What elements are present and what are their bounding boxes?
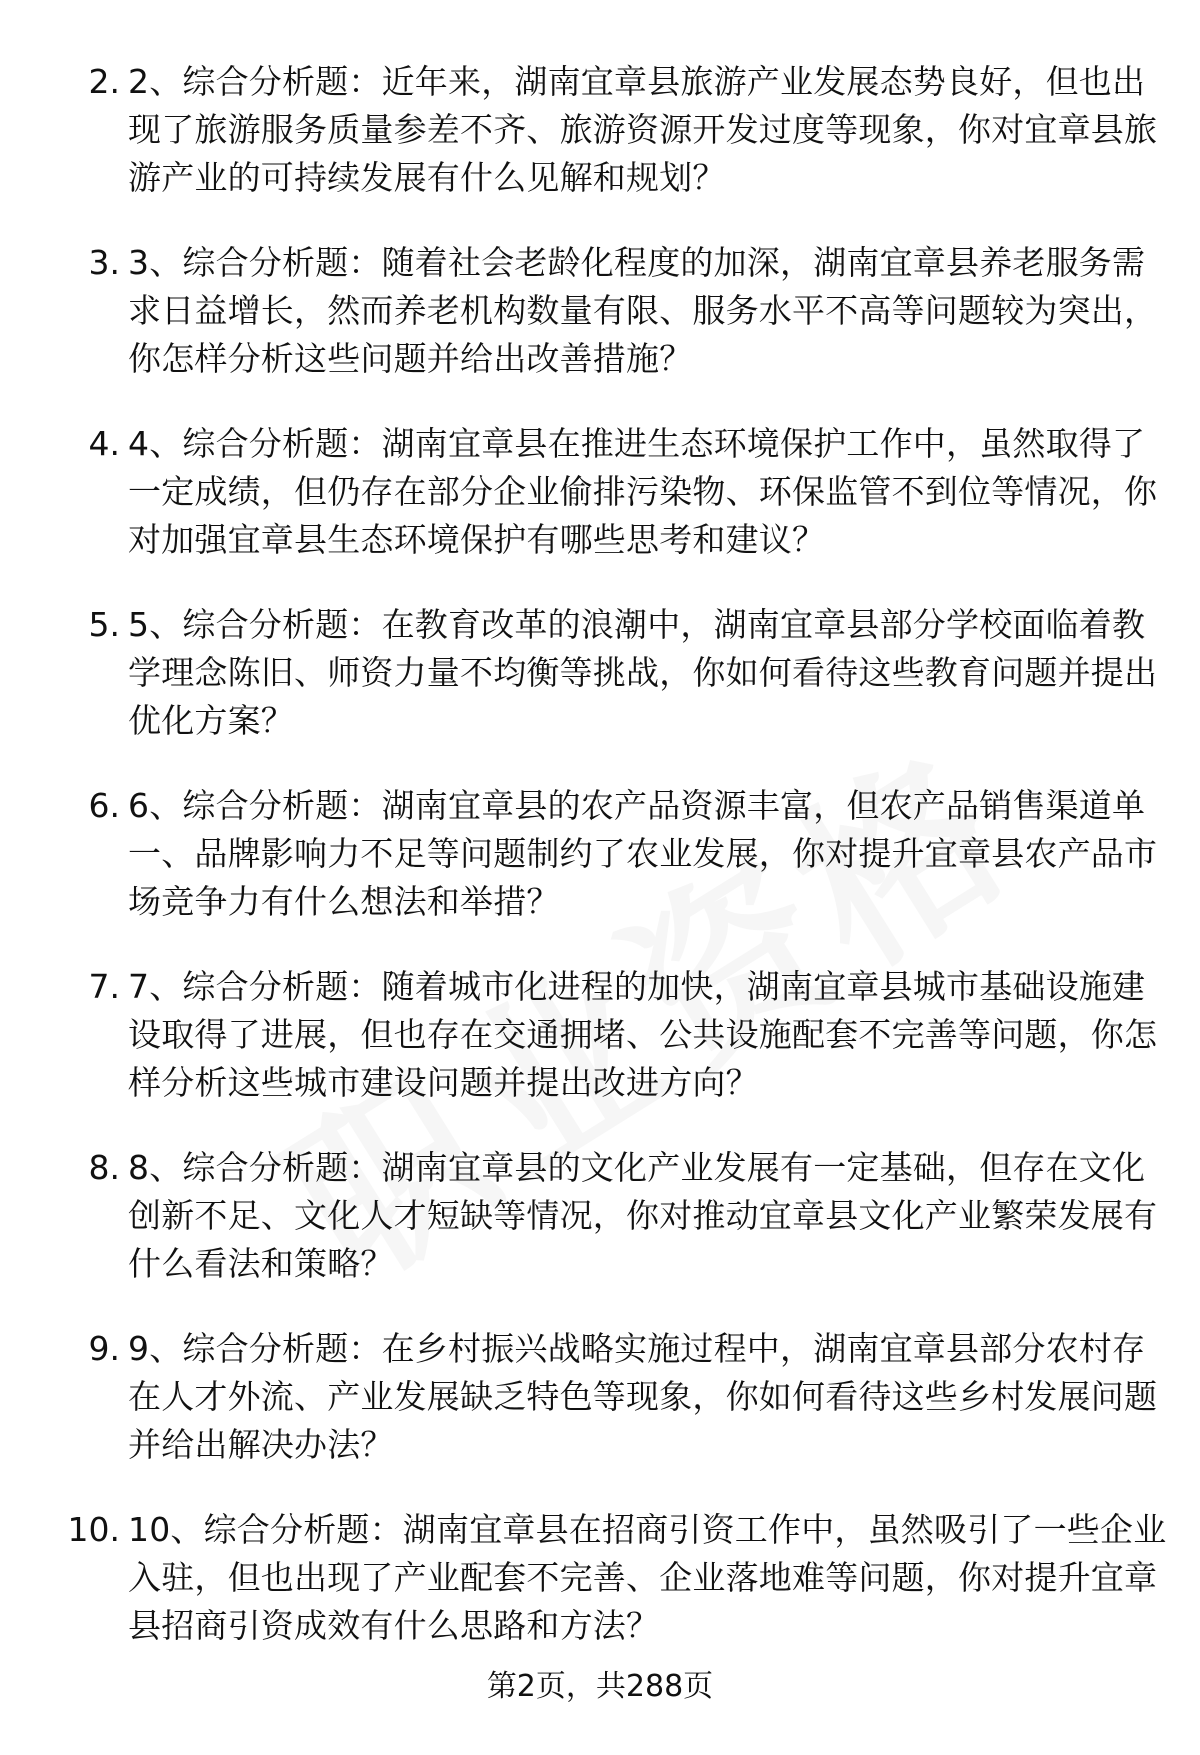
question-text: 2、综合分析题：近年来，湖南宜章县旅游产业发展态势良好，但也出现了旅游服务质量参差不齐、旅游资源开发过度等现象，你对宜章县旅游产业的可持续发展有什么见解和规划？: [128, 62, 1158, 197]
list-item: [0, 239, 1200, 420]
list-item: [0, 1325, 1200, 1506]
question-number: 8.: [88, 1148, 120, 1187]
question-text: 7、综合分析题：随着城市化进程的加快，湖南宜章县城市基础设施建设取得了进展，但也存在交通拥堵、公共设施配套不完善等问题，你怎样分析这些城市建设问题并提出改进方向？: [128, 967, 1158, 1102]
question-number: 9.: [88, 1329, 120, 1368]
list-item: [0, 601, 1200, 782]
question-list: [0, 58, 1200, 1687]
question-text: 4、综合分析题：湖南宜章县在推进生态环境保护工作中，虽然取得了一定成绩，但仍存在部分企业偷排污染物、环保监管不到位等情况，你对加强宜章县生态环境保护有哪些思考和建议？: [128, 424, 1158, 559]
question-number: 10.: [67, 1510, 120, 1549]
question-text: 5、综合分析题：在教育改革的浪潮中，湖南宜章县部分学校面临着教学理念陈旧、师资力量不均衡等挑战，你如何看待这些教育问题并提出优化方案？: [128, 605, 1158, 740]
question-number: 6.: [88, 786, 120, 825]
question-text: 9、综合分析题：在乡村振兴战略实施过程中，湖南宜章县部分农村存在人才外流、产业发展缺乏特色等现象，你如何看待这些乡村发展问题并给出解决办法？: [128, 1329, 1158, 1464]
list-item: [0, 1144, 1200, 1325]
page-footer: 第2页，共288页: [486, 1669, 714, 1704]
list-item: [0, 963, 1200, 1144]
question-number: 5.: [88, 605, 120, 644]
list-item: [0, 58, 1200, 239]
list-item: [0, 782, 1200, 963]
question-number: 4.: [88, 424, 120, 463]
question-number: 3.: [88, 243, 120, 282]
question-text: 8、综合分析题：湖南宜章县的文化产业发展有一定基础，但存在文化创新不足、文化人才短缺等情况，你对推动宜章县文化产业繁荣发展有什么看法和策略？: [128, 1148, 1158, 1283]
list-item: [0, 1506, 1200, 1687]
question-text: 10、综合分析题：湖南宜章县在招商引资工作中，虽然吸引了一些企业入驻，但也出现了产业配套不完善、企业落地难等问题，你对提升宜章县招商引资成效有什么思路和方法？: [128, 1510, 1167, 1645]
question-text: 3、综合分析题：随着社会老龄化程度的加深，湖南宜章县养老服务需求日益增长，然而养老机构数量有限、服务水平不高等问题较为突出，你怎样分析这些问题并给出改善措施？: [128, 243, 1158, 378]
question-text: 6、综合分析题：湖南宜章县的农产品资源丰富，但农产品销售渠道单一、品牌影响力不足等问题制约了农业发展，你对提升宜章县农产品市场竞争力有什么想法和举措？: [128, 786, 1158, 921]
question-number: 7.: [88, 967, 120, 1006]
list-item: [0, 420, 1200, 601]
question-number: 2.: [88, 62, 120, 101]
